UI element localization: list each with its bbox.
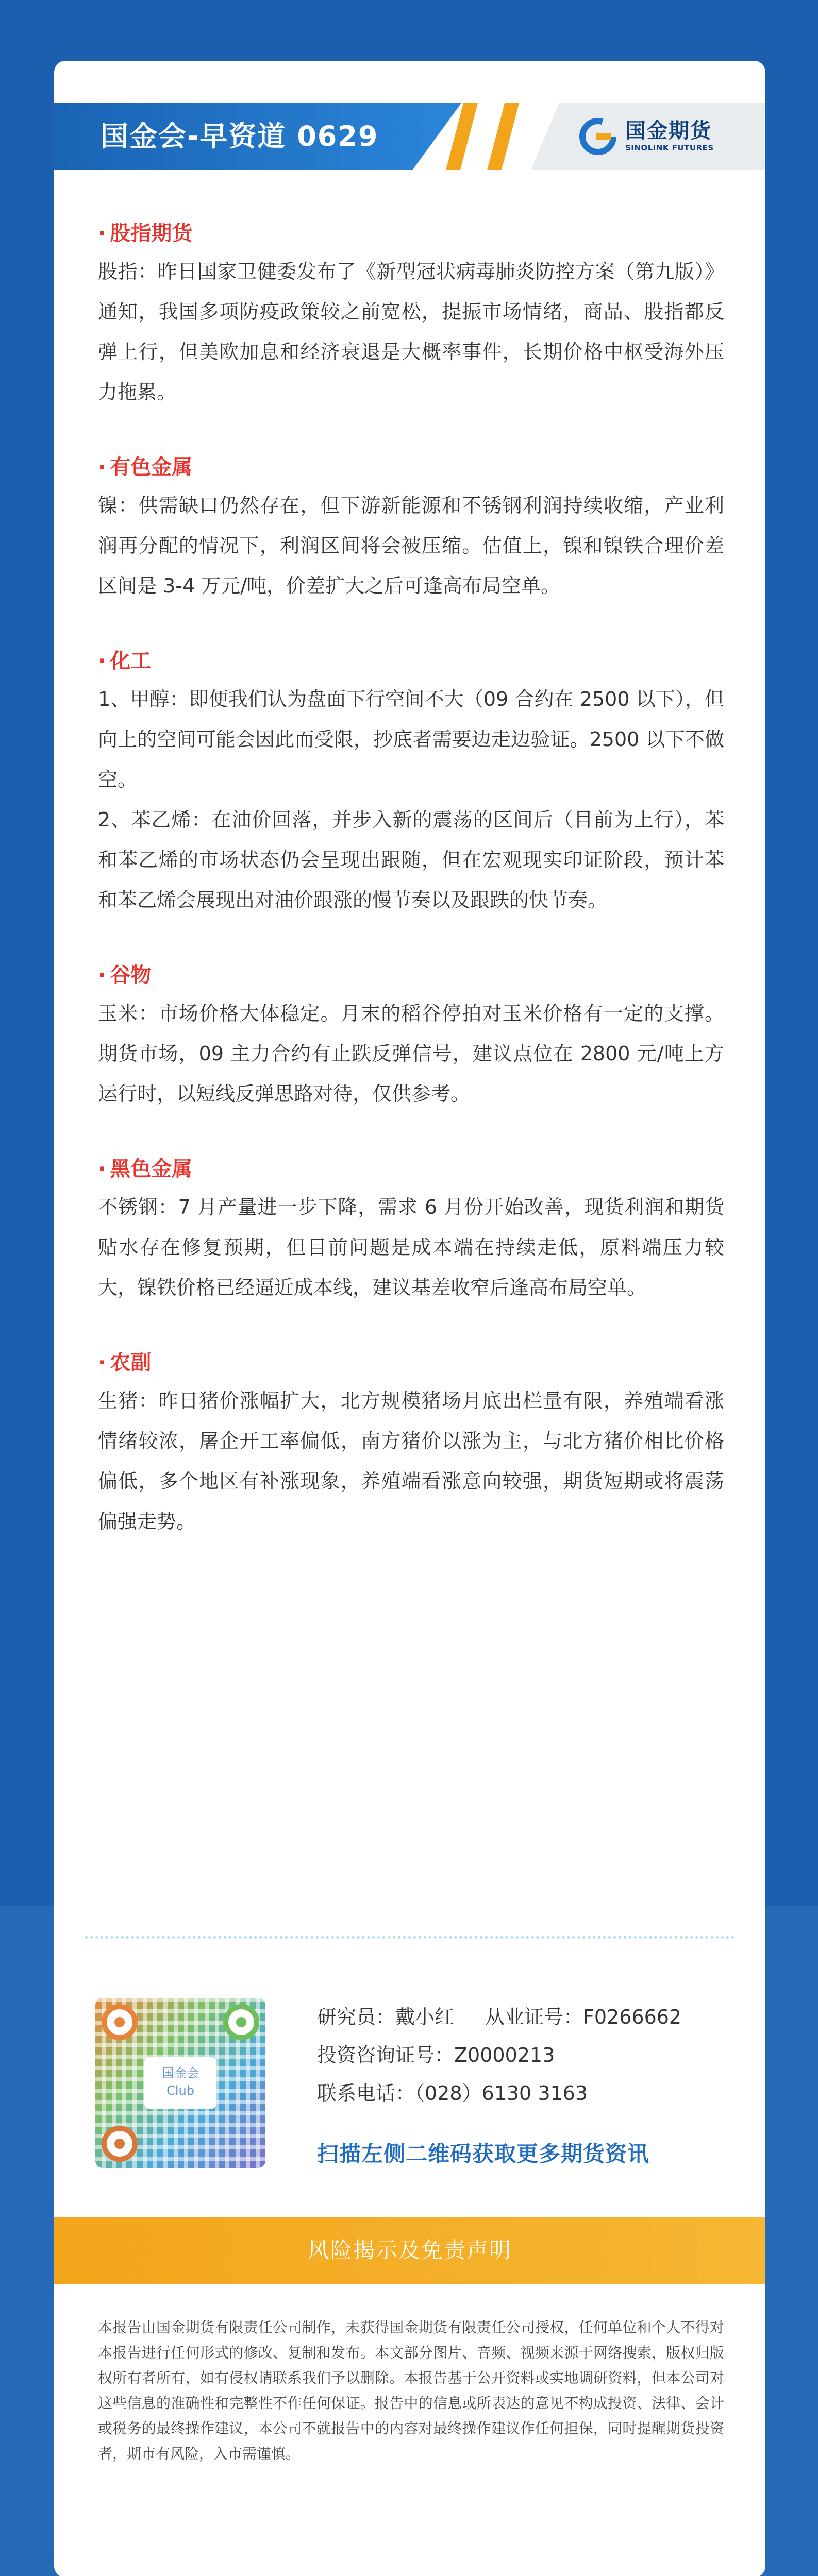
section-title: · 有色金属 [98,455,193,479]
risk-banner: 风险揭示及免责声明 [54,2217,765,2284]
qr-finder-icon [102,2004,138,2040]
license-number: 从业证号：F0266662 [485,2006,682,2028]
banner-stripe [487,103,519,170]
logo-subtitle: SINOLINK FUTURES [625,143,714,152]
report-card [54,61,765,2576]
section-grain [98,957,724,1114]
report-content [98,215,724,1579]
section-agri [98,1345,724,1541]
logo-name: 国金期货 [625,119,712,143]
section-paragraph: 玉米：市场价格大体稳定。月末的稻谷停拍对玉米价格有一定的支撑。期货市场，09 主力合约有止跌反弹信号，建议点位在 2800 元/吨上方运行时，以短线反弹思路对待，仅供参考。 [98,1002,724,1105]
page-title: 国金会-早资道 0629 [101,120,379,152]
dotted-divider [85,1936,734,1939]
section-stock-index [98,215,724,412]
qr-code[interactable] [95,1998,265,2168]
section-title: · 农副 [98,1351,152,1375]
section-ferrous [98,1151,724,1308]
section-paragraph: 1、甲醇：即便我们认为盘面下行空间不大（09 合约在 2500 以下），但向上的空间可能会因此而受限，抄底者需要边走边验证。2500 以下不做空。 [98,688,724,791]
section-nonferrous [98,449,724,606]
section-title: · 谷物 [98,963,152,987]
section-paragraph: 不锈钢：7 月产量进一步下降，需求 6 月份开始改善，现货利润和期货贴水存在修复预期，但目前问题是成本端在持续走低，原料端压力较大，镍铁价格已经逼近成本线，建议基差收窄后逢高布局空单。 [98,1196,724,1299]
consult-license: 投资咨询证号：Z0000213 [317,2044,555,2066]
qr-center-label: 国金会 Club [144,2057,216,2109]
section-title: · 化工 [98,649,152,673]
section-paragraph: 2、苯乙烯：在油价回落，并步入新的震荡的区间后（目前为上行），苯和苯乙烯的市场状态仍会呈现出跟随，但在宏观现实印证阶段，预计苯和苯乙烯会展现出对油价跟涨的慢节奏以及跟跌的快节奏。 [98,808,724,911]
contact-info [317,1998,681,2112]
qr-finder-icon [102,2126,138,2162]
researcher-row [317,1998,681,2036]
section-title: · 黑色金属 [98,1157,193,1181]
sinolink-logo-icon [579,117,617,156]
scan-prompt: 扫描左侧二维码获取更多期货资讯 [317,2141,650,2166]
section-paragraph: 镍：供需缺口仍然存在，但下游新能源和不锈钢利润持续收缩，产业利润再分配的情况下，利润区间将会被压缩。估值上，镍和镍铁合理价差区间是 3-4 万元/吨，价差扩大之后可逢高布局空单。 [98,494,724,597]
section-paragraph: 生猪：昨日猪价涨幅扩大，北方规模猪场月底出栏量有限，养殖端看涨情绪较浓，屠企开工率偏低，南方猪价以涨为主，与北方猪价相比价格偏低，多个地区有补涨现象，养殖端看涨意向较强，期货短期或将震荡偏强走势。 [98,1389,724,1533]
researcher-name: 研究员：戴小红 [317,2006,455,2028]
phone-number: 联系电话：（028）6130 3163 [317,2082,588,2105]
qr-finder-icon [223,2004,259,2040]
section-paragraph: 股指：昨日国家卫健委发布了《新型冠状病毒肺炎防控方案（第九版）》通知，我国多项防疫政策较之前宽松，提振市场情绪，商品、股指都反弹上行，但美欧加息和经济衰退是大概率事件，长期价格中枢受海外压力拖累。 [98,260,724,403]
disclaimer-text: 本报告由国金期货有限责任公司制作，未获得国金期货有限责任公司授权，任何单位和个人不得对本报告进行任何形式的修改、复制和发布。本文部分图片、音频、视频来源于网络搜索，版权归版权所有者所有，如有侵权请联系我们予以删除。本报告基于公开资料或实地调研资料，但本公司对这些信息的准确性和完整性不作任何保证。报告中的信息或所表达的意见不构成投资、法律、会计或税务的最终操作建议，本公司不就报告中的内容对最终操作建议作任何担保，同时提醒期货投资者，期市有风险，入市需谨慎。 [98,2319,724,2462]
section-chemical [98,643,724,920]
section-title: · 股指期货 [98,222,193,245]
